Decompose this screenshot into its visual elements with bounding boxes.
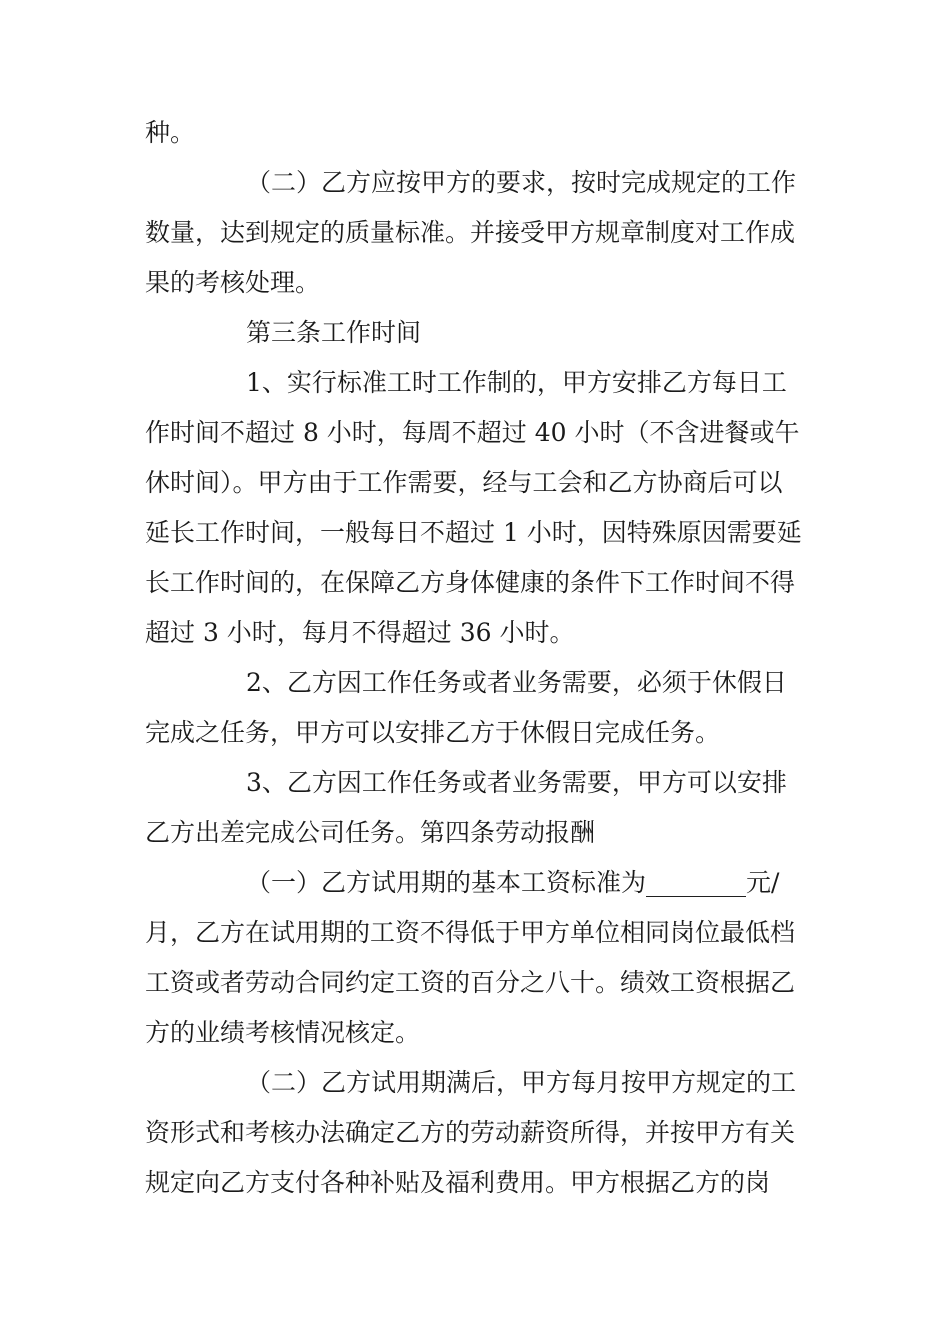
text-line: 资形式和考核办法确定乙方的劳动薪资所得，并按甲方有关 bbox=[145, 1118, 796, 1147]
text-line: 长工作时间的，在保障乙方身体健康的条件下工作时间不得 bbox=[145, 568, 796, 597]
text-line: 乙方出差完成公司任务。第四条劳动报酬 bbox=[145, 818, 596, 847]
text-line: 方的业绩考核情况核定。 bbox=[145, 1018, 421, 1047]
text-line: （一）乙方试用期的基本工资标准为________元/ bbox=[246, 868, 780, 897]
text-line: 果的考核处理。 bbox=[145, 268, 321, 297]
text-line: 作时间不超过 8 小时，每周不超过 40 小时（不含进餐或午 bbox=[145, 418, 800, 447]
text-line: 工资或者劳动合同约定工资的百分之八十。绩效工资根据乙 bbox=[145, 968, 796, 997]
section-heading: 第三条工作时间 bbox=[246, 318, 422, 347]
text-line: 规定向乙方支付各种补贴及福利费用。甲方根据乙方的岗 bbox=[145, 1168, 771, 1197]
text-line: 种。 bbox=[145, 118, 196, 147]
text-line: 超过 3 小时，每月不得超过 36 小时。 bbox=[145, 618, 575, 647]
text-line: 休时间）。甲方由于工作需要，经与工会和乙方协商后可以 bbox=[145, 468, 783, 497]
text-line: 3、乙方因工作任务或者业务需要，甲方可以安排 bbox=[246, 768, 787, 797]
text-line: 1、实行标准工时工作制的，甲方安排乙方每日工 bbox=[246, 368, 787, 397]
text-line: （二）乙方试用期满后，甲方每月按甲方规定的工 bbox=[246, 1068, 797, 1097]
text-line: 完成之任务，甲方可以安排乙方于休假日完成任务。 bbox=[145, 718, 721, 747]
text-line: 数量，达到规定的质量标准。并接受甲方规章制度对工作成 bbox=[145, 218, 796, 247]
text-line: （二）乙方应按甲方的要求，按时完成规定的工作 bbox=[246, 168, 797, 197]
text-line: 月，乙方在试用期的工资不得低于甲方单位相同岗位最低档 bbox=[145, 918, 796, 947]
text-line: 2、乙方因工作任务或者业务需要，必须于休假日 bbox=[246, 668, 787, 697]
text-line: 延长工作时间，一般每日不超过 1 小时，因特殊原因需要延 bbox=[145, 518, 802, 547]
